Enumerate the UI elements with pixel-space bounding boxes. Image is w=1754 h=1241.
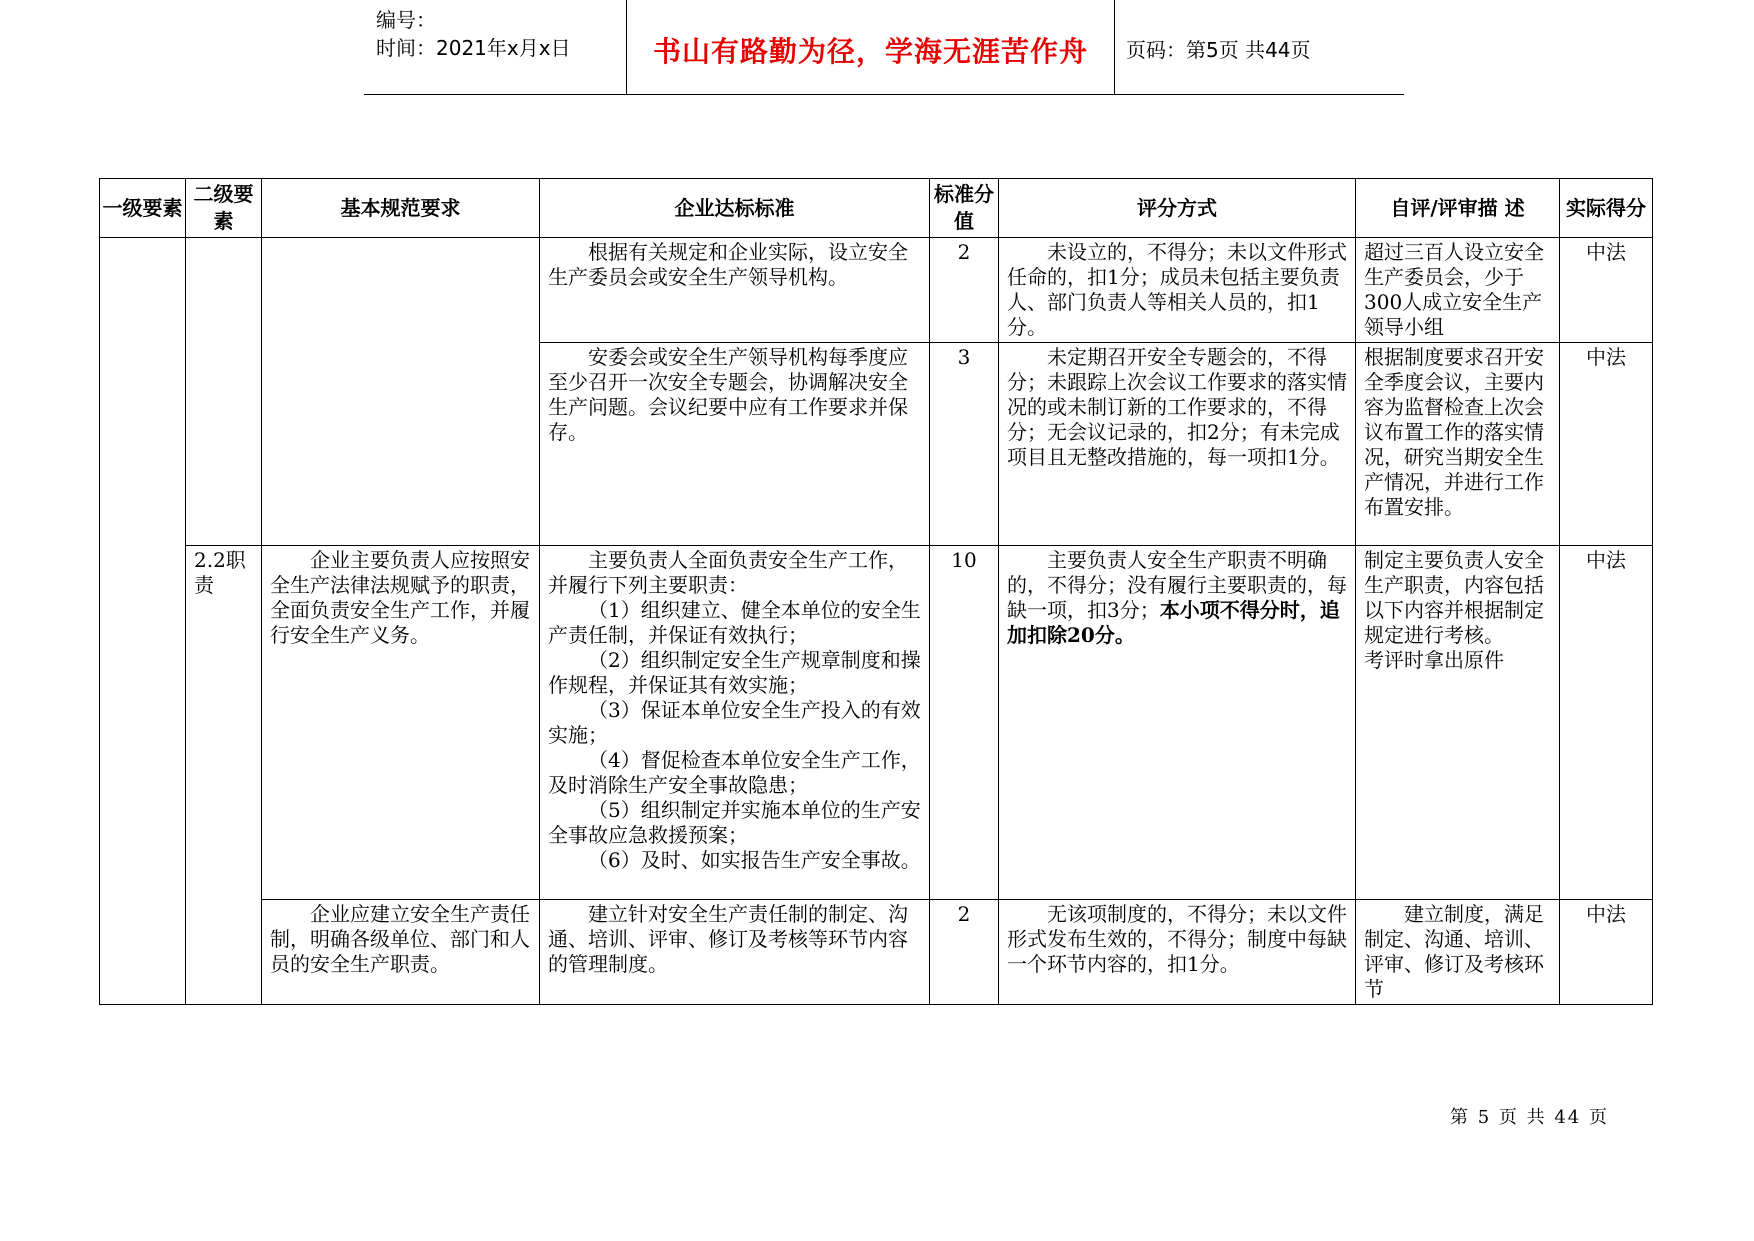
page-label: 页码：第5页 共44页 bbox=[1126, 38, 1311, 62]
self-text: 制定主要负责人安全生产职责，内容包括以下内容并根据制定规定进行考核。 bbox=[1364, 548, 1544, 647]
header-method: 评分方式 bbox=[999, 179, 1356, 238]
page-header bbox=[364, 0, 1404, 95]
header-level1: 一级要素 bbox=[100, 179, 186, 238]
actual-cell: 中法 bbox=[1560, 546, 1653, 900]
header-page-cell bbox=[1114, 0, 1404, 94]
self-cell: 根据制度要求召开安全季度会议，主要内容为监督检查上次会议布置工作的落实情况，研究当期安全生产情况，并进行工作布置安排。 bbox=[1356, 343, 1560, 546]
standards-table bbox=[99, 178, 1653, 1005]
header-basic: 基本规范要求 bbox=[262, 179, 540, 238]
table-row bbox=[100, 900, 1653, 1005]
method-cell: 未定期召开安全专题会的，不得分；未跟踪上次会议工作要求的落实情况的或未制订新的工作要求的，不得分；无会议记录的，扣2分；有未完成项目且无整改措施的，每一项扣1分。 bbox=[999, 343, 1356, 546]
header-motto-cell bbox=[626, 0, 1115, 94]
header-standard: 企业达标标准 bbox=[540, 179, 930, 238]
standard-cell: 根据有关规定和企业实际，设立安全生产委员会或安全生产领导机构。 bbox=[540, 238, 930, 343]
score-cell: 10 bbox=[930, 546, 999, 900]
actual-cell: 中法 bbox=[1560, 238, 1653, 343]
standard-item: （2）组织制定安全生产规章制度和操作规程，并保证其有效实施； bbox=[548, 648, 921, 697]
standard-item: （5）组织制定并实施本单位的生产安全事故应急救援预案； bbox=[548, 798, 921, 847]
score-cell: 3 bbox=[930, 343, 999, 546]
actual-cell: 中法 bbox=[1560, 343, 1653, 546]
standard-cell: 建立针对安全生产责任制的制定、沟通、培训、评审、修订及考核等环节内容的管理制度。 bbox=[540, 900, 930, 1005]
table-row bbox=[100, 238, 1653, 343]
method-cell bbox=[999, 546, 1356, 900]
level2-cell bbox=[186, 238, 262, 546]
standard-cell: 安委会或安全生产领导机构每季度应至少召开一次安全专题会，协调解决安全生产问题。会议纪要中应有工作要求并保存。 bbox=[540, 343, 930, 546]
serial-label: 编号： bbox=[376, 8, 436, 32]
header-info-cell bbox=[364, 0, 626, 94]
standard-item: （4）督促检查本单位安全生产工作，及时消除生产安全事故隐患； bbox=[548, 748, 921, 797]
actual-cell: 中法 bbox=[1560, 900, 1653, 1005]
method-cell: 无该项制度的，不得分；未以文件形式发布生效的，不得分；制度中每缺一个环节内容的，扣1分。 bbox=[999, 900, 1356, 1005]
basic-cell: 企业应建立安全生产责任制，明确各级单位、部门和人员的安全生产职责。 bbox=[262, 900, 540, 1005]
standard-intro: 主要负责人全面负责安全生产工作，并履行下列主要职责： bbox=[548, 548, 908, 597]
header-level2: 二级要素 bbox=[186, 179, 262, 238]
standard-item: （6）及时、如实报告生产安全事故。 bbox=[588, 848, 921, 872]
self-extra: 考评时拿出原件 bbox=[1364, 648, 1504, 672]
self-cell bbox=[1356, 546, 1560, 900]
level1-cell bbox=[100, 238, 186, 1005]
table-header-row bbox=[100, 179, 1653, 238]
standard-cell bbox=[540, 546, 930, 900]
motto: 书山有路勤为径，学海无涯苦作舟 bbox=[652, 35, 1088, 68]
header-self: 自评/评审描 述 bbox=[1356, 179, 1560, 238]
basic-cell: 企业主要负责人应按照安全生产法律法规赋予的职责，全面负责安全生产工作，并履行安全生产义务。 bbox=[262, 546, 540, 900]
level2-cell: 2.2职责 bbox=[186, 546, 262, 1005]
header-actual: 实际得分 bbox=[1560, 179, 1653, 238]
score-cell: 2 bbox=[930, 900, 999, 1005]
standard-item: （3）保证本单位安全生产投入的有效实施； bbox=[548, 698, 921, 747]
table-row bbox=[100, 546, 1653, 900]
method-penalty: 本小项不得分时，追加扣除20分。 bbox=[1007, 598, 1340, 647]
standard-item: （1）组织建立、健全本单位的安全生产责任制，并保证有效执行； bbox=[548, 598, 921, 647]
self-cell: 建立制度，满足制定、沟通、培训、评审、修订及考核环节 bbox=[1356, 900, 1560, 1005]
score-cell: 2 bbox=[930, 238, 999, 343]
header-score: 标准分值 bbox=[930, 179, 999, 238]
method-text: 主要负责人安全生产职责不明确的，不得分；没有履行主要职责的，每缺一项，扣3分； bbox=[1007, 548, 1347, 622]
method-cell: 未设立的，不得分；未以文件形式任命的，扣1分；成员未包括主要负责人、部门负责人等相关人员的，扣1分。 bbox=[999, 238, 1356, 343]
self-cell: 超过三百人设立安全生产委员会，少于300人成立安全生产领导小组 bbox=[1356, 238, 1560, 343]
basic-cell bbox=[262, 238, 540, 546]
page-footer: 第 5 页 共 44 页 bbox=[1450, 1107, 1609, 1128]
time-label: 时间：2021年x月x日 bbox=[376, 36, 571, 60]
